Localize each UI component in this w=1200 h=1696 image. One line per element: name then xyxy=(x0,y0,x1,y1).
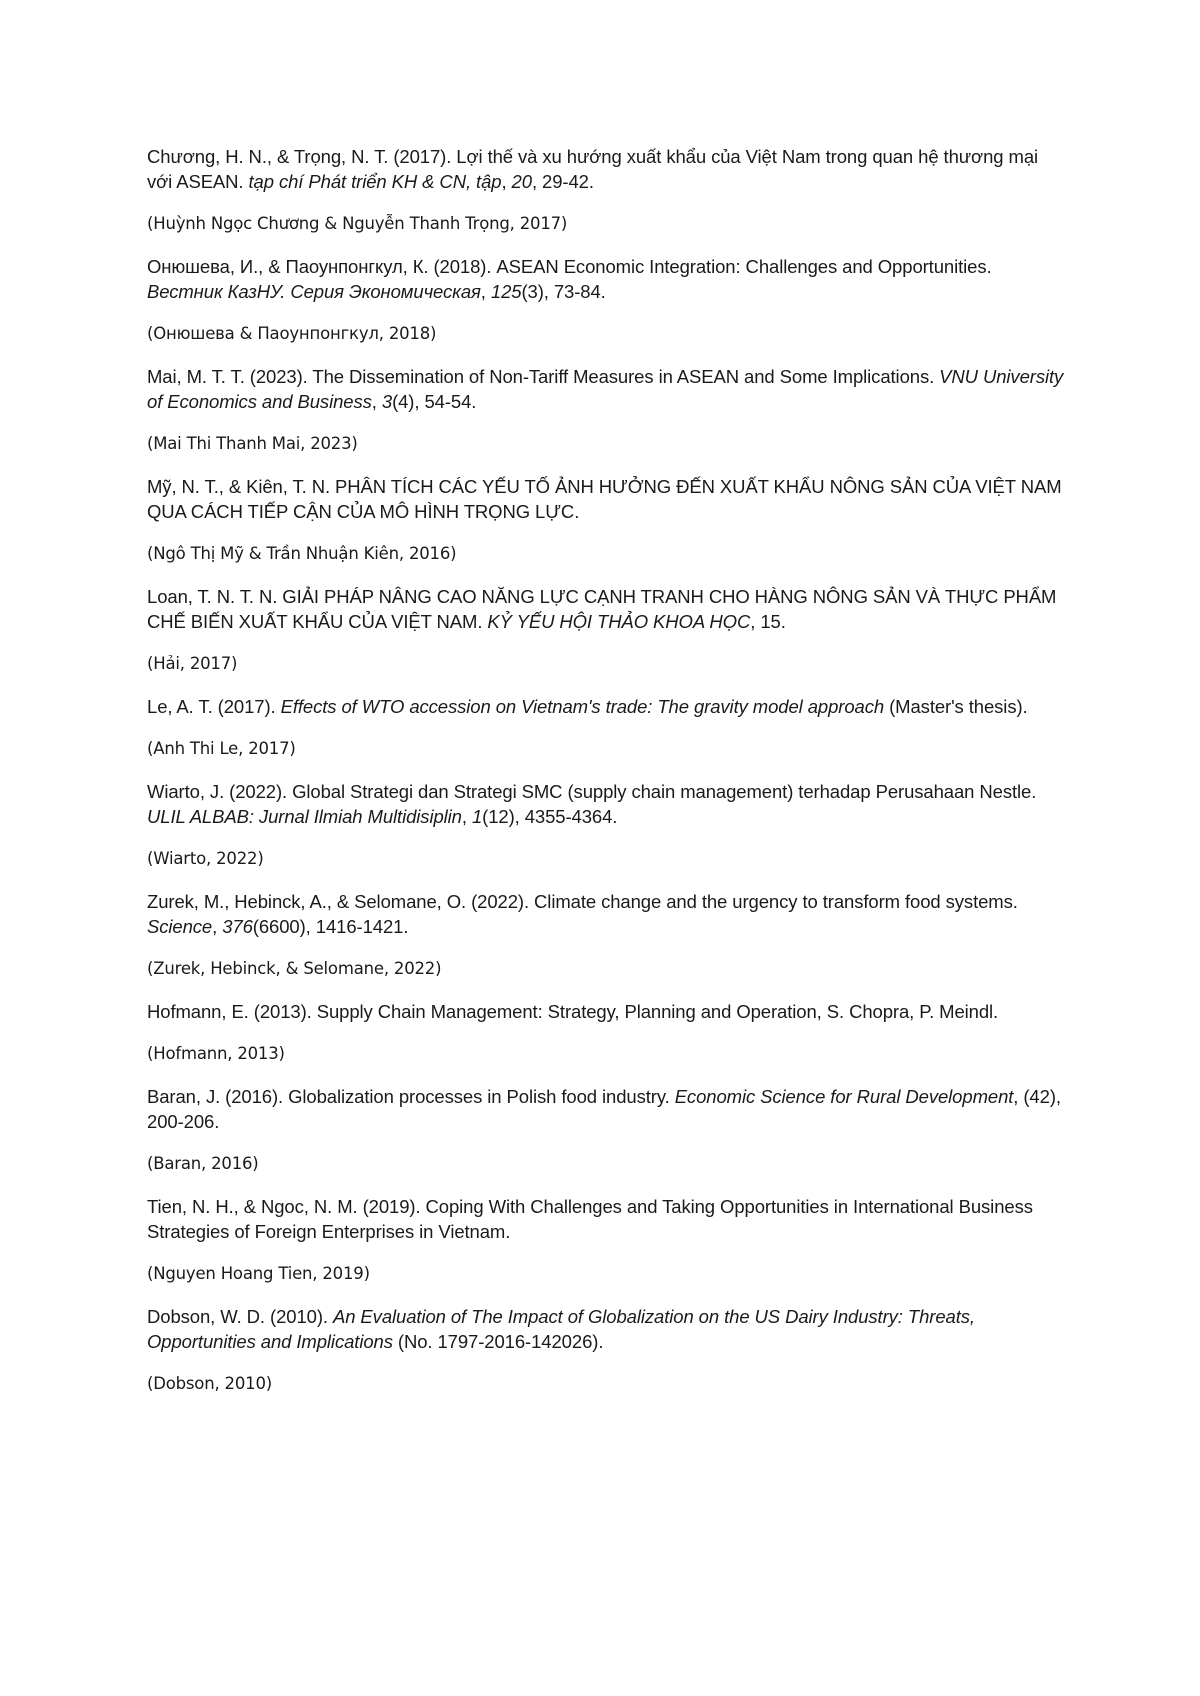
reference-text xyxy=(147,364,1067,414)
in-text-citation: (Zurek, Hebinck, & Selomane, 2022) xyxy=(147,959,442,978)
reference-text xyxy=(147,779,1067,829)
reference-segment: (3), 73-84. xyxy=(521,281,606,302)
reference-segment: Zurek, M., Hebinck, A., & Selomane, O. (2022). Climate change and the urgency to transform food systems. xyxy=(147,891,1018,912)
reference-text xyxy=(147,1304,1067,1354)
reference-list xyxy=(147,144,1067,1414)
reference-segment: Mỹ, N. T., & Kiên, T. N. PHÂN TÍCH CÁC YẾU TỐ ẢNH HƯỞNG ĐẾN XUẤT KHẨU NÔNG SẢN CỦA VIỆT NAM QUA CÁCH TIẾP CẬN CỦA MÔ HÌNH TRỌNG LỰC. xyxy=(147,476,1062,522)
reference-entry xyxy=(147,779,1067,871)
reference-text xyxy=(147,889,1067,939)
reference-text xyxy=(147,474,1067,524)
reference-italic-segment: Science xyxy=(147,916,213,937)
reference-italic-segment: 376 xyxy=(222,916,253,937)
reference-segment: Chương, H. N., & Trọng, N. T. (2017). Lợi thế và xu hướng xuất khẩu của Việt Nam trong quan hệ thương mại với ASEAN. xyxy=(147,146,1039,192)
reference-text xyxy=(147,1194,1067,1244)
in-text-citation: (Anh Thi Le, 2017) xyxy=(147,739,296,758)
reference-entry xyxy=(147,254,1067,346)
reference-segment: Dobson, W. D. (2010). xyxy=(147,1306,333,1327)
reference-italic-segment: 3 xyxy=(381,391,393,412)
in-text-citation: (Mai Thi Thanh Mai, 2023) xyxy=(147,434,358,453)
in-text-citation: (Nguyen Hoang Tien, 2019) xyxy=(147,1264,370,1283)
in-text-citation: (Hofmann, 2013) xyxy=(147,1044,285,1063)
in-text-citation: (Hải, 2017) xyxy=(147,654,238,673)
in-text-citation: (Dobson, 2010) xyxy=(147,1374,272,1393)
reference-segment: , 15. xyxy=(750,611,786,632)
reference-entry xyxy=(147,1084,1067,1176)
reference-segment: Loan, T. N. T. N. GIẢI PHÁP NÂNG CAO NĂNG LỰC CẠNH TRANH CHO HÀNG NÔNG SẢN VÀ THỰC PHẨM CHẾ BIẾN XUẤT KHẨU CỦA VIỆT NAM. xyxy=(147,586,1057,632)
reference-italic-segment: Вестник КазНУ. Серия Экономическая xyxy=(147,281,481,302)
in-text-citation: (Wiarto, 2022) xyxy=(147,849,264,868)
reference-entry xyxy=(147,144,1067,236)
reference-entry xyxy=(147,694,1067,761)
reference-segment: , xyxy=(501,171,512,192)
reference-italic-segment: 1 xyxy=(471,806,483,827)
reference-italic-segment: tạp chí Phát triển KH & CN, tập xyxy=(248,171,502,192)
in-text-citation: (Huỳnh Ngọc Chương & Nguyễn Thanh Trọng, 2017) xyxy=(147,214,568,233)
reference-segment: , xyxy=(461,806,472,827)
in-text-citation: (Ngô Thị Mỹ & Trần Nhuận Kiên, 2016) xyxy=(147,544,457,563)
reference-text xyxy=(147,999,1067,1024)
reference-segment: , xyxy=(212,916,223,937)
reference-segment: Mai, M. T. T. (2023). The Dissemination of Non-Tariff Measures in ASEAN and Some Implications. xyxy=(147,366,940,387)
reference-italic-segment: 20 xyxy=(511,171,532,192)
reference-segment: Онюшева, И., & Паоунпонгкул, К. (2018). ASEAN Economic Integration: Challenges and Opportunities. xyxy=(147,256,992,277)
reference-italic-segment: Effects of WTO accession on Vietnam's trade: The gravity model approach xyxy=(280,696,885,717)
reference-segment: (Master's thesis). xyxy=(884,696,1028,717)
reference-entry xyxy=(147,1194,1067,1286)
reference-italic-segment: VNU University of Economics and Business xyxy=(147,366,1064,412)
reference-segment: Le, A. T. (2017). xyxy=(147,696,281,717)
reference-segment: Baran, J. (2016). Globalization processes in Polish food industry. xyxy=(147,1086,675,1107)
reference-italic-segment: 125 xyxy=(490,281,522,302)
reference-entry xyxy=(147,1304,1067,1396)
reference-segment: , (42), 200-206. xyxy=(147,1086,1061,1132)
reference-segment: , xyxy=(480,281,491,302)
reference-entry xyxy=(147,364,1067,456)
reference-segment: (12), 4355-4364. xyxy=(482,806,618,827)
reference-segment: Hofmann, E. (2013). Supply Chain Management: Strategy, Planning and Operation, S. Chopra, P. Meindl. xyxy=(147,1001,999,1022)
reference-segment: Wiarto, J. (2022). Global Strategi dan Strategi SMC (supply chain management) terhadap Perusahaan Nestle. xyxy=(147,781,1037,802)
reference-segment: Tien, N. H., & Ngoc, N. M. (2019). Coping With Challenges and Taking Opportunities in International Business Strategies of Foreign Enterprises in Vietnam. xyxy=(147,1196,1033,1242)
reference-segment: , 29-42. xyxy=(531,171,594,192)
reference-entry xyxy=(147,999,1067,1066)
reference-segment: (6600), 1416-1421. xyxy=(252,916,409,937)
reference-segment: , xyxy=(371,391,382,412)
reference-text xyxy=(147,1084,1067,1134)
reference-text xyxy=(147,254,1067,304)
reference-segment: (No. 1797-2016-142026). xyxy=(392,1331,604,1352)
reference-entry xyxy=(147,889,1067,981)
in-text-citation: (Baran, 2016) xyxy=(147,1154,259,1173)
reference-text xyxy=(147,694,1067,719)
reference-entry xyxy=(147,474,1067,566)
reference-entry xyxy=(147,584,1067,676)
reference-text xyxy=(147,584,1067,634)
reference-italic-segment: ULIL ALBAB: Jurnal Ilmiah Multidisiplin xyxy=(147,806,462,827)
reference-segment: (4), 54-54. xyxy=(392,391,477,412)
reference-italic-segment: Economic Science for Rural Development xyxy=(674,1086,1014,1107)
reference-italic-segment: KỶ YẾU HỘI THẢO KHOA HỌC xyxy=(487,611,751,632)
reference-text xyxy=(147,144,1067,194)
reference-italic-segment: An Evaluation of The Impact of Globalization on the US Dairy Industry: Threats, Opportunities and Implications xyxy=(147,1306,975,1352)
in-text-citation: (Онюшева & Паоунпонгкул, 2018) xyxy=(147,324,437,343)
